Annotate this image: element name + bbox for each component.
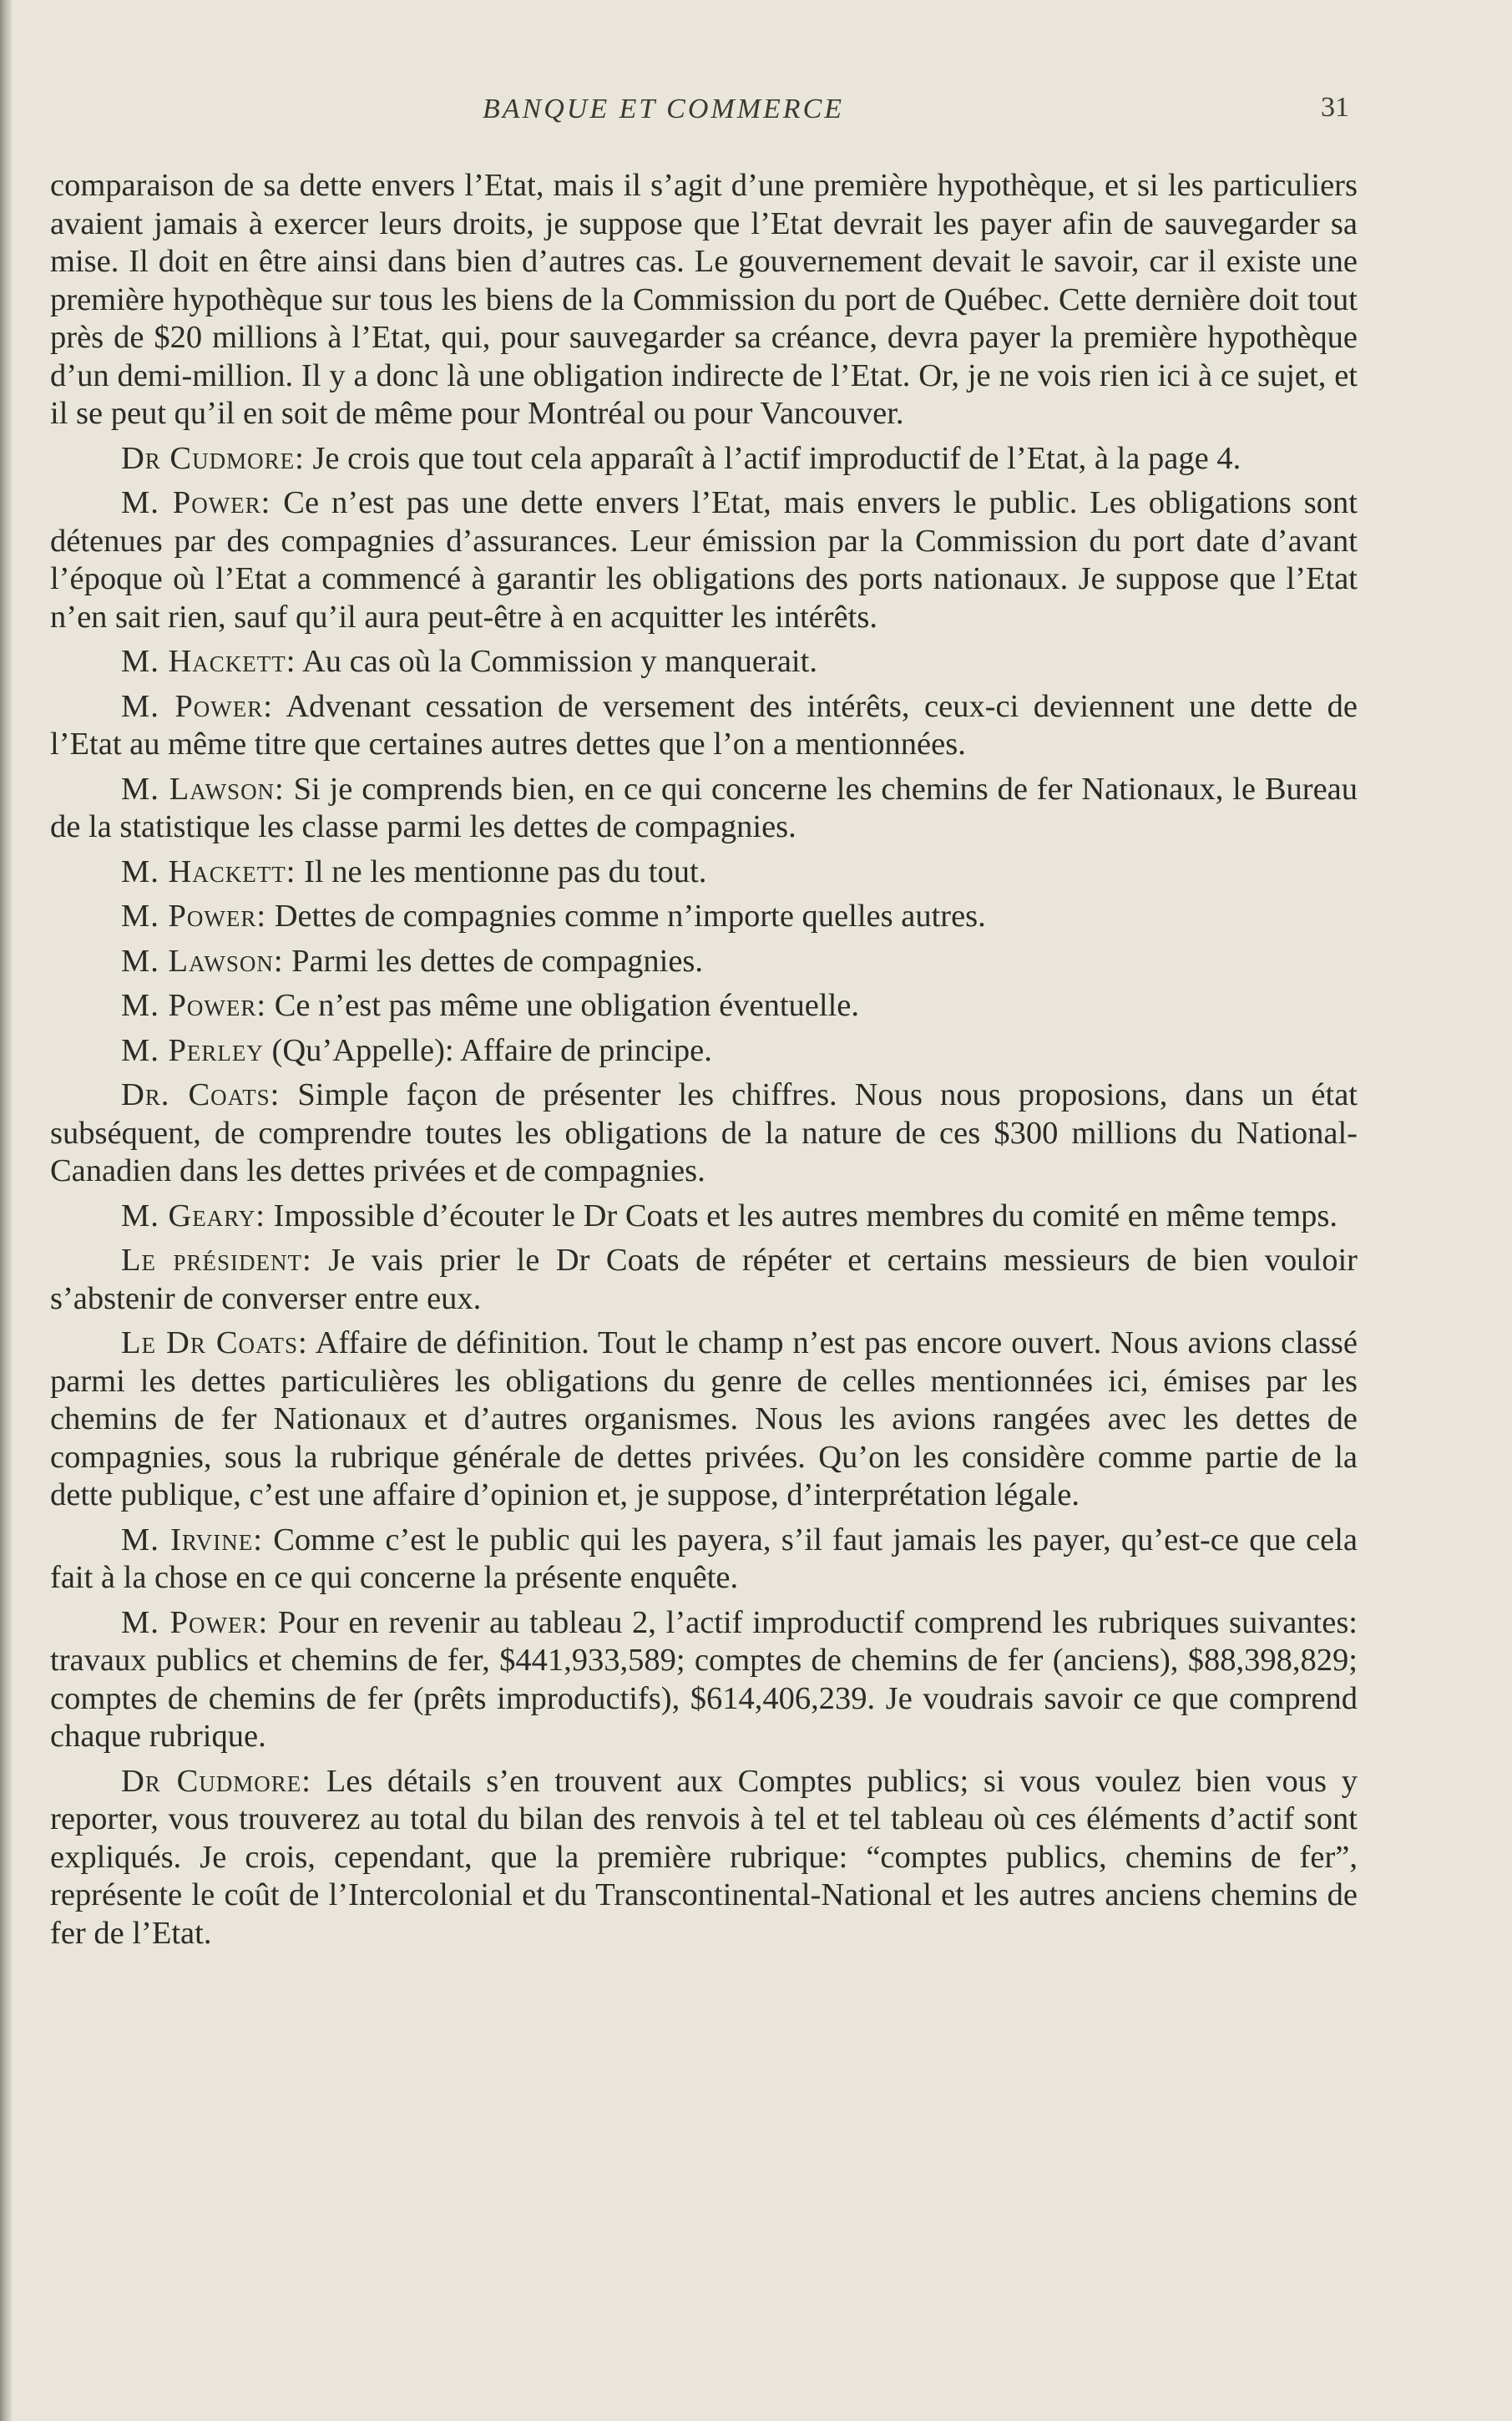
paragraph-text: comparaison de sa dette envers l’Etat, mais il s’agit d’une première hypothèque, et si les particuliers avaient jamais à exercer leurs droits, je suppose que l’Etat devrait les payer afin de sauvegarder sa mise. Il doit en être ainsi dans bien d’autres cas. Le gouvernement devait le savoir, car il existe une première hypothèque sur tous les biens de la Commission du port de Québec. Cette dernière doit tout près de $20 millions à l’Etat, qui, pour sauvegarder sa créance, devra payer la première hypothèque d’un demi-million. Il y a donc là une obligation indirecte de l’Etat. Or, je ne vois rien ici à ce sujet, et il se peut qu’il en soit de même pour Montréal ou pour Vancouver.	[50, 168, 1358, 431]
paragraph	[50, 1242, 1358, 1318]
paragraph	[50, 1763, 1358, 1953]
paragraph	[50, 1522, 1358, 1598]
paragraph-text: Au cas où la Commission y manquerait.	[296, 644, 817, 679]
paragraph-text: Je vais prier le Dr Coats de répéter et certains messieurs de bien vouloir s’abstenir de converser entre eux.	[50, 1243, 1358, 1316]
paragraph	[50, 1324, 1358, 1515]
running-title: BANQUE ET COMMERCE	[483, 94, 845, 124]
page-binding-edge	[0, 0, 12, 2421]
paragraph	[50, 771, 1358, 847]
speaker-name: M. Power:	[121, 485, 271, 520]
paragraph	[50, 898, 1358, 936]
paragraph	[50, 853, 1358, 892]
body-text	[50, 167, 1358, 1959]
paragraph-text: Dettes de compagnies comme n’importe quelles autres.	[266, 899, 986, 934]
paragraph	[50, 987, 1358, 1026]
page-number: 31	[1321, 92, 1349, 123]
paragraph-text: Impossible d’écouter le Dr Coats et les autres membres du comité en même temps.	[265, 1198, 1338, 1233]
paragraph	[50, 643, 1358, 681]
paragraph	[50, 1076, 1358, 1191]
paragraph-text: Il ne les mentionne pas du tout.	[296, 853, 707, 889]
paragraph-text: Ce n’est pas même une obligation éventuelle.	[266, 988, 859, 1023]
paragraph-text: Comme c’est le public qui les payera, s’il faut jamais les payer, qu’est-ce que cela fait à la chose en ce qui concerne la présente enquête.	[50, 1522, 1358, 1595]
speaker-name: M. Hackett:	[121, 853, 296, 889]
speaker-name: M. Perley	[121, 1032, 264, 1068]
speaker-name: Le Dr Coats:	[121, 1325, 308, 1360]
paragraph	[50, 1604, 1358, 1756]
paragraph	[50, 440, 1358, 479]
paragraph	[50, 167, 1358, 433]
speaker-name: M. Power:	[121, 688, 273, 724]
paragraph-text: Ce n’est pas une dette envers l’Etat, mais envers le public. Les obligations sont détenues par des compagnies d’assurances. Leur émission par la Commission du port date d’avant l’époque où l’Etat a commencé à garantir les obligations des ports nationaux. Je suppose que l’Etat n’en sait rien, sauf qu’il aura peut-être à en acquitter les intérêts.	[50, 485, 1358, 635]
paragraph-text: (Qu’Appelle): Affaire de principe.	[263, 1032, 712, 1068]
speaker-name: M. Lawson:	[121, 771, 285, 807]
speaker-name: Dr Cudmore:	[121, 1763, 311, 1799]
paragraph-text: Advenant cessation de versement des intérêts, ceux-ci deviennent une dette de l’Etat au même titre que certaines autres dettes que l’on a mentionnées.	[50, 688, 1358, 762]
speaker-name: M. Power:	[121, 1604, 269, 1640]
speaker-name: M. Power:	[121, 899, 267, 934]
speaker-name: M. Hackett:	[121, 644, 296, 679]
speaker-name: M. Geary:	[121, 1198, 265, 1233]
paragraph	[50, 1032, 1358, 1071]
speaker-name: Le président:	[121, 1243, 312, 1278]
paragraph	[50, 484, 1358, 636]
speaker-name: Dr Cudmore:	[121, 440, 305, 476]
page-header	[0, 94, 1512, 134]
paragraph	[50, 1198, 1358, 1236]
paragraph-text: Simple façon de présenter les chiffres. Nous nous proposions, dans un état subséquent, de comprendre toutes les obligations de la nature de ces $300 millions du National-Canadien dans les dettes privées et de compagnies.	[50, 1077, 1358, 1188]
paragraph-text: Les détails s’en trouvent aux Comptes publics; si vous voulez bien vous y reporter, vous trouverez au total du bilan des renvois à tel et tel tableau où ces éléments d’actif sont expliqués. Je crois, cependant, que la première rubrique: “comptes publics, chemins de fer”, représente le coût de l’Intercolonial et du Transcontinental-National et les autres anciens chemins de fer de l’Etat.	[50, 1763, 1358, 1951]
speaker-name: M. Power:	[121, 988, 267, 1023]
speaker-name: M. Lawson:	[121, 943, 284, 979]
speaker-name: Dr. Coats:	[121, 1077, 281, 1112]
speaker-name: M. Irvine:	[121, 1522, 263, 1557]
paragraph-text: Affaire de définition. Tout le champ n’est pas encore ouvert. Nous avions classé parmi les dettes particulières les obligations du genre de celles mentionnées ici, émises par les chemins de fer Nationaux et d’autres organismes. Nous les avions rangées avec les dettes de compagnies, sous la rubrique générale de dettes privées. Qu’on les considère comme partie de la dette publique, c’est une affaire d’opinion et, je suppose, d’interprétation légale.	[50, 1325, 1358, 1512]
paragraph-text: Pour en revenir au tableau 2, l’actif improductif comprend les rubriques suivantes: travaux publics et chemins de fer, $441,933,589; comptes de chemins de fer (anciens), $88,398,829; comptes de chemins de fer (prêts improductifs), $614,406,239. Je voudrais savoir ce que comprend chaque rubrique.	[50, 1604, 1358, 1754]
paragraph-text: Parmi les dettes de compagnies.	[283, 943, 704, 979]
paragraph	[50, 688, 1358, 764]
paragraph-text: Je crois que tout cela apparaît à l’actif improductif de l’Etat, à la page 4.	[304, 440, 1241, 476]
paragraph-text: Si je comprends bien, en ce qui concerne les chemins de fer Nationaux, le Bureau de la statistique les classe parmi les dettes de compagnies.	[50, 771, 1358, 844]
paragraph	[50, 943, 1358, 981]
